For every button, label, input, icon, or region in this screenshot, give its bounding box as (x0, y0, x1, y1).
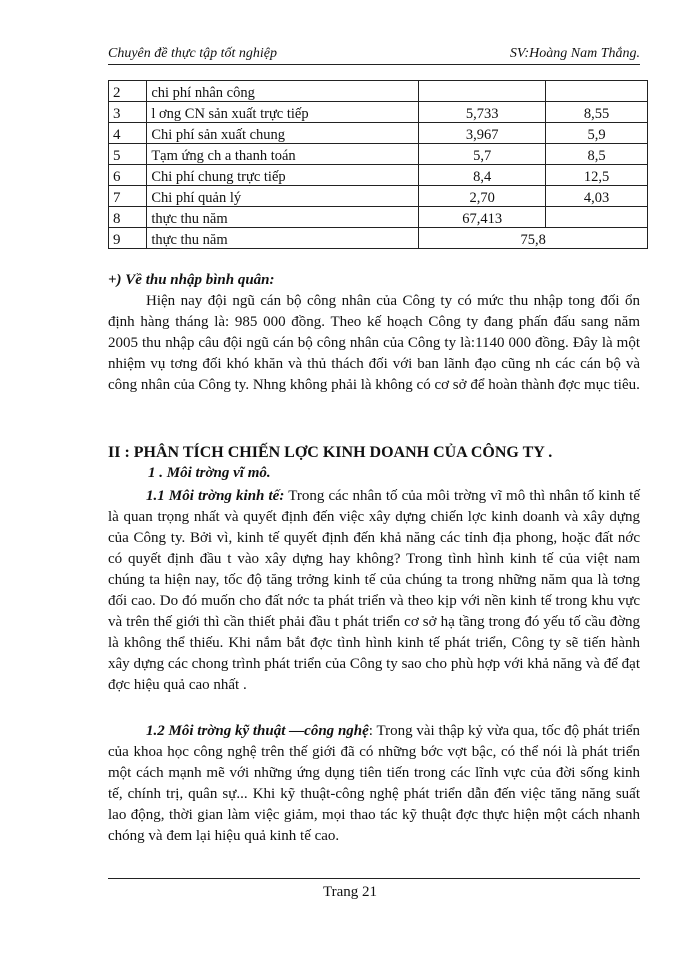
subsection-title: 1 . Môi trờng vĩ mô. (148, 465, 271, 481)
row-value-2 (546, 207, 648, 228)
header-title: Chuyên đề thực tập tốt nghiệp (108, 46, 277, 61)
row-number: 6 (109, 165, 147, 186)
table-row (109, 81, 648, 102)
cost-table (108, 80, 648, 249)
table-row (109, 165, 648, 186)
row-label: thực thu năm (147, 228, 419, 249)
header-author: SV:Hoàng Nam Thắng. (509, 46, 640, 61)
row-value-merged: 75,8 (419, 228, 648, 249)
row-value-1: 2,70 (419, 186, 546, 207)
row-value-1: 5,7 (419, 144, 546, 165)
row-label: Chi phí sản xuất chung (147, 123, 419, 144)
income-section (108, 270, 640, 396)
row-value-2: 5,9 (546, 123, 648, 144)
row-value-1: 67,413 (419, 207, 546, 228)
row-value-2: 12,5 (546, 165, 648, 186)
technology-label: 1.2 Môi trờng kỹ thuật —công nghệ (146, 723, 369, 739)
row-number: 4 (109, 123, 147, 144)
row-value-2: 8,5 (546, 144, 648, 165)
technology-text: : Trong vài thập kỷ vừa qua, tốc độ phát triển của khoa học công nghệ trên thế giới đã có những bớc vợt bậc, có thể nói là phát triển một cách mạnh mẽ với những ứng dụng tiên tiến trong các lĩnh vực của đời sống kinh tế, chính trị, quân sự... Khi kỹ thuật-công nghệ phát triển dẫn đến việc tăng năng suất lao động, thời gian làm việc giảm, mọi thao tác kỹ thuật đợc thực hiện một cách nhanh chóng và đem lại hiệu quả kinh tế cao. (108, 723, 641, 844)
income-heading: +) Về thu nhập bình quân: (108, 272, 275, 288)
row-number: 2 (109, 81, 147, 102)
economic-text: Trong các nhân tố của môi trờng vĩ mô thì nhân tố kinh tế là quan trọng nhất và quyết định đến việc xây dựng chiến lợc kinh doanh và xây dựng của Công ty. Bởi vì, kinh tế quyết định đến khả năng các tỉnh địa phong, hoặc đất nớc có quyết định đầu t vào xây dựng hay không? Trong tình hình kinh tế của việt nam chúng ta hiện nay, tốc độ tăng trởng kinh tế của chúng ta trong những năm qua là tơng đối cao. Do đó muốn cho đất nớc ta phát triển và theo kịp với nền kinh tế trong khu vực và trên thế giới thì cần thiết phải đầu t phát triển cơ sở hạ tầng trong đó yếu tố cầu đờng là không thể thiếu. Khi nắm bắt đợc tình hình kinh tế phát triển, Công ty sẽ tiến hành xây dựng các chong trình phát triển của Công ty sao cho phù hợp với khả năng và để đạt đợc hiệu quả cao nhất . (108, 488, 641, 693)
row-value-1 (419, 81, 546, 102)
row-label: chi phí nhân công (147, 81, 419, 102)
row-value-2: 8,55 (546, 102, 648, 123)
technology-paragraph (108, 721, 640, 847)
row-label: Chi phí chung trực tiếp (147, 165, 419, 186)
row-label: Tạm ứng ch a thanh toán (147, 144, 419, 165)
page-header (108, 44, 640, 65)
row-label: Chi phí quản lý (147, 186, 419, 207)
row-value-2: 4,03 (546, 186, 648, 207)
row-number: 7 (109, 186, 147, 207)
table-row (109, 123, 648, 144)
economic-label: 1.1 Môi trờng kinh tế: (146, 488, 285, 504)
economic-paragraph (108, 486, 640, 696)
row-value-1: 3,967 (419, 123, 546, 144)
row-label: thực thu năm (147, 207, 419, 228)
row-number: 5 (109, 144, 147, 165)
footer-divider (108, 878, 640, 879)
income-paragraph: Hiện nay đội ngũ cán bộ công nhân của Công ty có mức thu nhập tong đối ổn định hàng tháng là: 985 000 đồng. Theo kế hoạch Công ty đang phấn đấu sang năm 2005 thu nhập câu đội ngũ cán bộ công nhân của Công ty là:1140 000 đồng. Đây là một nhiệm vụ tơng đối khó khăn và thủ thách đối với ban lãnh đạo cũng nh các cán bộ và công nhân của Công ty. Nhng không phải là không có cơ sở để hoàn thành đợc mục tiêu. (108, 293, 640, 393)
row-value-1: 5,733 (419, 102, 546, 123)
row-label: l ơng CN sản xuất trực tiếp (147, 102, 419, 123)
row-value-1: 8,4 (419, 165, 546, 186)
row-number: 8 (109, 207, 147, 228)
table-row (109, 102, 648, 123)
table-row (109, 228, 648, 249)
page-number: Trang 21 (322, 884, 378, 900)
table-row (109, 207, 648, 228)
row-value-2 (546, 81, 648, 102)
row-number: 9 (109, 228, 147, 249)
section-title: II : PHÂN TÍCH CHIẾN LỢC KINH DOANH CỦA CÔNG TY . (108, 444, 553, 461)
table-row (109, 144, 648, 165)
table-row (109, 186, 648, 207)
row-number: 3 (109, 102, 147, 123)
